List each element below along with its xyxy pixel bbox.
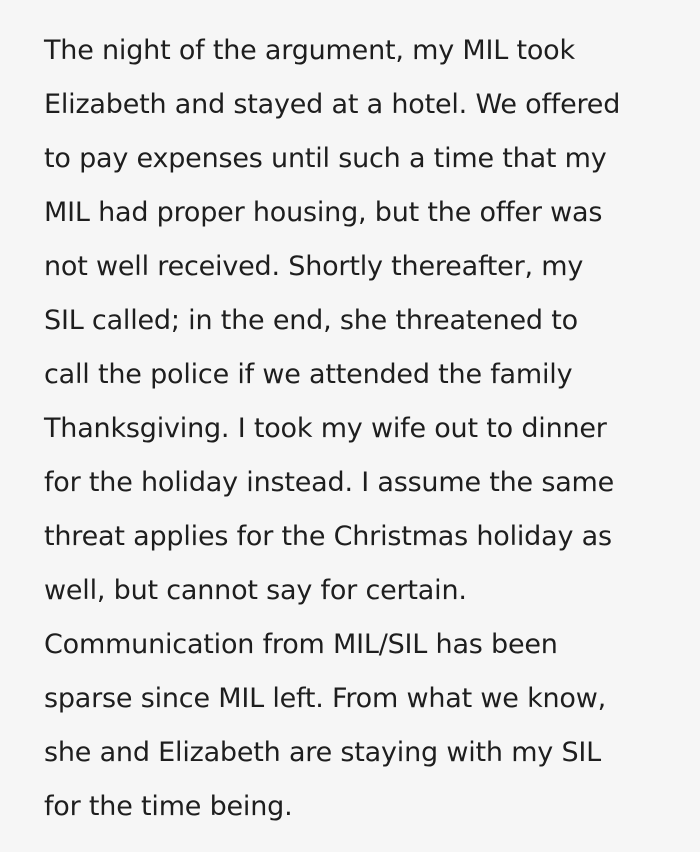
story-line: she and Elizabeth are staying with my SIL (44, 737, 601, 768)
story-line: Communication from MIL/SIL has been (44, 629, 558, 660)
story-line: well, but cannot say for certain. (44, 575, 467, 606)
story-line: SIL called; in the end, she threatened to (44, 305, 578, 336)
story-line: Thanksgiving. I took my wife out to dinner (44, 413, 607, 444)
story-line: The night of the argument, my MIL took (44, 35, 575, 66)
story-line: call the police if we attended the family (44, 359, 573, 390)
story-line: sparse since MIL left. From what we know, (44, 683, 607, 714)
story-line: threat applies for the Christmas holiday as (44, 521, 612, 552)
story-line: not well received. Shortly thereafter, my (44, 251, 584, 282)
story-line: for the time being. (44, 791, 293, 822)
story-line: Elizabeth and stayed at a hotel. We offered (44, 89, 621, 120)
story-line: MIL had proper housing, but the offer was (44, 197, 603, 228)
story-line: to pay expenses until such a time that my (44, 143, 607, 174)
story-line: for the holiday instead. I assume the same (44, 467, 615, 498)
story-paragraph (44, 24, 670, 834)
